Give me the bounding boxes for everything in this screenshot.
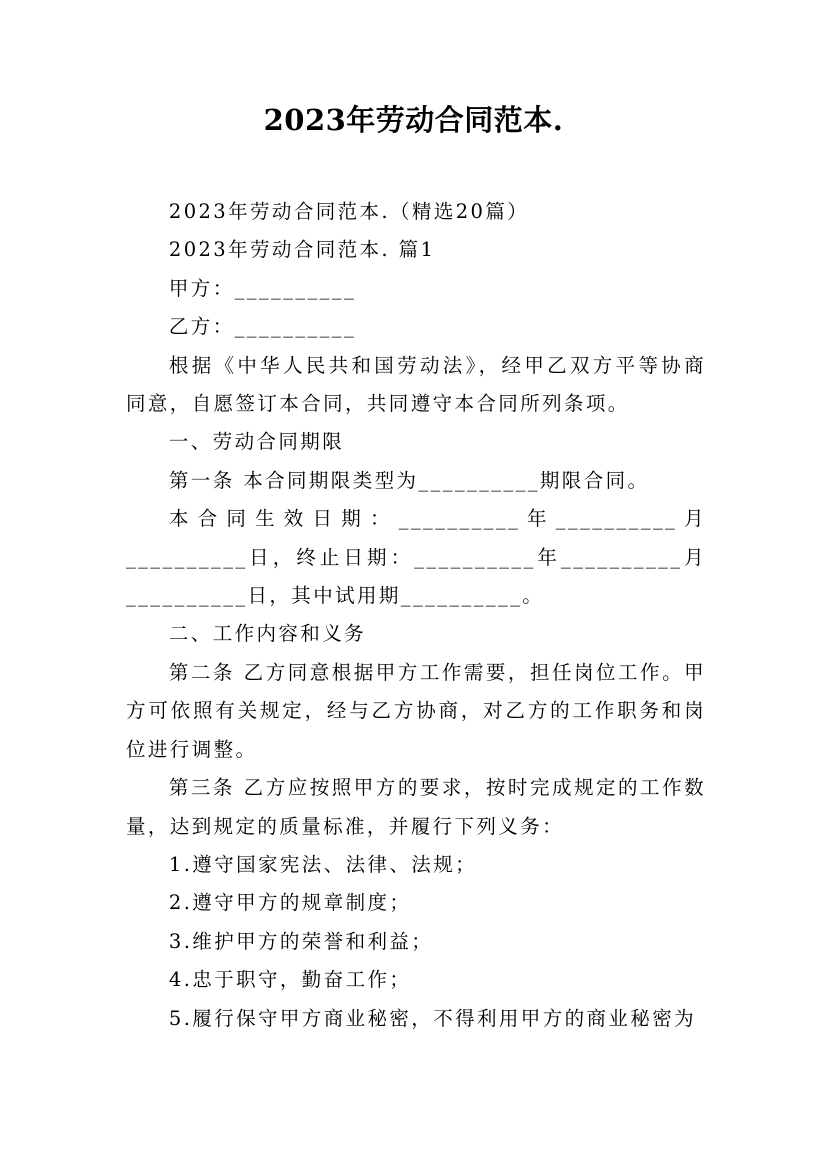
paragraph-party-b: 乙方：__________: [168, 315, 357, 339]
list-item-3: 3.维护甲方的荣誉和利益；: [168, 929, 434, 953]
document-title: 2023年劳动合同范本.: [263, 103, 564, 137]
paragraph-article-2: 第二条 乙方同意根据甲方工作需要，担任岗位工作。甲方可依照有关规定，经与乙方协商，对乙方的工作职务和岗位进行调整。: [126, 660, 706, 761]
paragraph-effective-date: 本合同生效日期：__________年__________月__________日，终止日期：__________年__________月__________日，其中试用期__________。: [126, 507, 706, 608]
paragraph-heading-duties: 二、工作内容和义务: [168, 622, 366, 646]
list-item-4: 4.忠于职守，勤奋工作；: [168, 968, 412, 992]
list-item-5: 5.履行保守甲方商业秘密，不得利用甲方的商业秘密为: [168, 1006, 696, 1030]
paragraph-subtitle: 2023年劳动合同范本.（精选20篇）: [168, 200, 530, 223]
list-item-1: 1.遵守国家宪法、法律、法规；: [168, 852, 477, 876]
paragraph-article-1: 第一条 本合同期限类型为__________期限合同。: [168, 468, 650, 492]
paragraph-preamble: 根据《中华人民共和国劳动法》，经甲乙双方平等协商同意，自愿签订本合同，共同遵守本合同所列条项。: [126, 353, 706, 416]
document-body: [126, 193, 706, 1038]
paragraph-heading-term: 一、劳动合同期限: [168, 430, 345, 454]
paragraph-section-heading: 2023年劳动合同范本. 篇1: [168, 238, 436, 262]
paragraph-party-a: 甲方：__________: [168, 276, 357, 300]
list-item-2: 2.遵守甲方的规章制度；: [168, 891, 412, 915]
paragraph-article-3: 第三条 乙方应按照甲方的要求，按时完成规定的工作数量，达到规定的质量标准，并履行下列义务：: [126, 776, 706, 838]
